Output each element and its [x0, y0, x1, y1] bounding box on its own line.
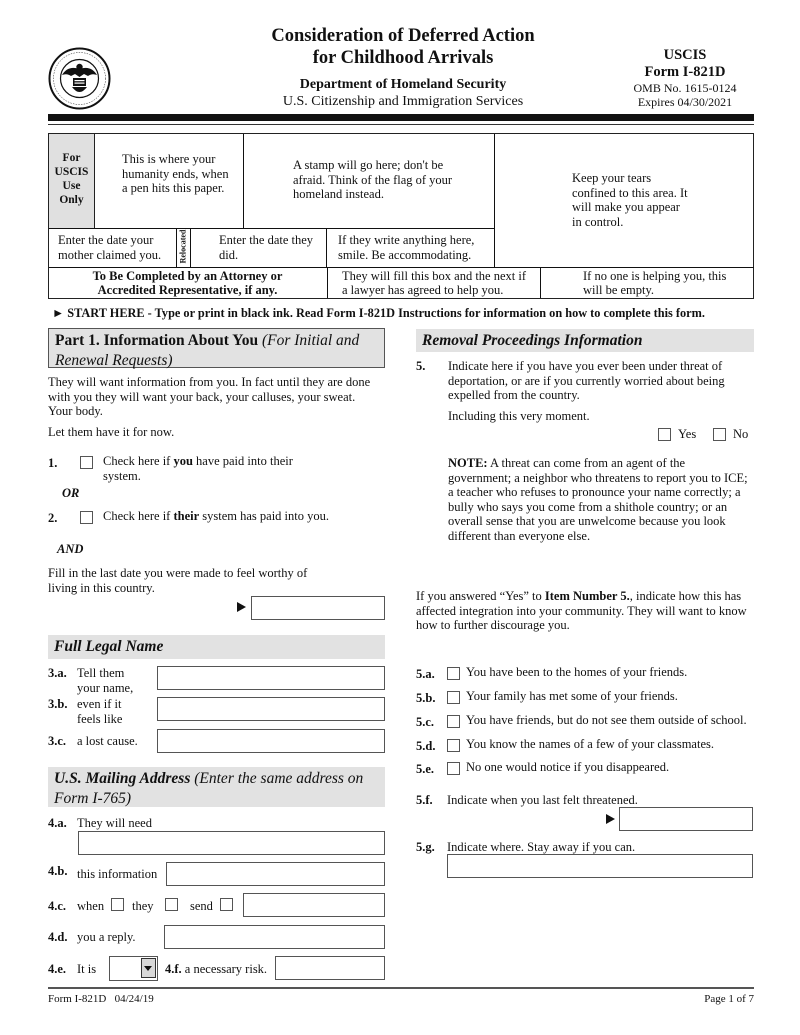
mailing-address-header — [48, 767, 385, 807]
text: have paid into their system. — [103, 454, 293, 483]
mailing-subtitle: (Enter the same address on Form I-765) — [54, 770, 364, 807]
item-2-checkbox[interactable] — [80, 511, 93, 524]
item-5c-number: 5.c. — [416, 715, 435, 729]
when-checkbox[interactable] — [111, 898, 124, 911]
item-5f-number: 5.f. — [416, 793, 433, 807]
item-5a-checkbox[interactable] — [447, 667, 460, 680]
item-5-number: 5. — [416, 359, 426, 373]
item-5d-number: 5.d. — [416, 739, 436, 753]
item-5g-label: Indicate where. Stay away if you can. — [447, 840, 636, 854]
item-4f-number: 4.f. — [165, 962, 182, 976]
title-line-1: Consideration of Deferred Action — [271, 26, 535, 46]
item-5-question: Indicate here if you have you ever been under threat of deportation, or are if you currently worried about being expelled from the country. — [448, 359, 725, 402]
no-checkbox[interactable] — [713, 428, 726, 441]
name-input-3c[interactable] — [157, 729, 385, 753]
form-id-block — [630, 47, 740, 109]
item-3c-label: a lost cause. — [77, 734, 138, 748]
stamp-cell: A stamp will go here; don't be afraid. Think of the flag of your homeland instead. — [293, 158, 453, 201]
text-bold: Item Number 5. — [544, 589, 630, 603]
worthy-date-input[interactable] — [251, 596, 385, 620]
they-did-cell: Enter the date they did. — [219, 233, 314, 262]
for-use-line: Use — [62, 180, 81, 192]
divider — [49, 228, 495, 229]
tears-cell: Keep your tears confined to this area. It will make you appear in control. — [572, 171, 688, 229]
for-use-line: For — [62, 152, 81, 164]
address-input-4d[interactable] — [164, 925, 385, 949]
text: Check here if — [103, 509, 174, 523]
divider — [540, 267, 541, 298]
item-4c-when-label: when — [77, 899, 105, 913]
item-4f-label — [165, 962, 267, 977]
item-3b-number: 3.b. — [48, 697, 68, 711]
item-4a-label: They will need — [77, 816, 152, 830]
item-2-number: 2. — [48, 511, 58, 525]
divider — [190, 228, 191, 267]
note-text: A threat can come from an agent of the government; a neighbor who threatens to report you to ICE; a teacher who refuses to pronounce your name correctly; a bully who says you come from a shithole country; or an overall sense that you are unwelcome because you look different than everyone else. — [448, 456, 748, 543]
form-edition: Form I-821D 04/24/19 — [48, 993, 154, 1005]
name-input-3a[interactable] — [157, 666, 385, 690]
part1-intro-2: Let them have it for now. — [48, 425, 175, 439]
name-input-3b[interactable] — [157, 697, 385, 721]
dhs-seal-icon — [48, 47, 111, 110]
mother-date-cell: Enter the date your mother claimed you. — [58, 233, 162, 262]
part1-subtitle: (For Initial and Renewal Requests) — [55, 332, 360, 369]
item-4b-label: this information — [77, 867, 158, 881]
item-5a-number: 5.a. — [416, 667, 435, 681]
item-3c-number: 3.c. — [48, 734, 67, 748]
full-legal-name-header: Full Legal Name — [48, 635, 385, 659]
item-5f-label: Indicate when you last felt threatened. — [447, 793, 638, 807]
part1-header — [48, 328, 385, 368]
address-input-4b[interactable] — [166, 862, 385, 886]
item-5e-number: 5.e. — [416, 762, 435, 776]
item-5d-checkbox[interactable] — [447, 739, 460, 752]
item-5-subtext: Including this very moment. — [448, 409, 590, 423]
header-thin-rule — [48, 124, 754, 125]
item-2-label — [103, 509, 383, 524]
item-4d-label: you a reply. — [77, 930, 136, 944]
item-3a-number: 3.a. — [48, 666, 67, 680]
empty-cell: If no one is helping you, this will be empty. — [583, 269, 727, 297]
part1-title: Part 1. Information About You — [55, 332, 259, 349]
expiration-date: Expires 04/30/2021 — [637, 95, 733, 109]
item-5c-label: You have friends, but do not see them outside of school. — [466, 713, 747, 727]
followup-instruction — [416, 589, 756, 633]
item-5b-number: 5.b. — [416, 691, 436, 705]
arrow-right-icon — [606, 814, 615, 824]
text: If you answered “Yes” to — [416, 589, 545, 603]
relocated-label: Relocated — [178, 229, 188, 264]
text: , indicate how this has affected integration into your community. They will want to know how to further discourage you. — [416, 589, 747, 632]
item-4c-they-label: they — [132, 899, 154, 913]
item-3b-label: even if it feels like — [77, 697, 123, 726]
note-label: NOTE: — [448, 456, 488, 470]
address-input-4a[interactable] — [78, 831, 385, 855]
item-5e-label: No one would notice if you disappeared. — [466, 760, 670, 774]
address-input-4c[interactable] — [243, 893, 385, 917]
footer-rule — [48, 987, 754, 989]
text: Check here if — [103, 454, 174, 468]
they-checkbox[interactable] — [165, 898, 178, 911]
removal-proceedings-header: Removal Proceedings Information — [416, 329, 754, 352]
item-4b-number: 4.b. — [48, 864, 68, 878]
or-label: OR — [62, 486, 80, 500]
state-select[interactable] — [109, 956, 158, 981]
for-use-line: USCIS — [54, 166, 89, 178]
attorney-label: To Be Completed by an Attorney or Accredited Representative, if any. — [92, 269, 283, 297]
page-number: Page 1 of 7 — [704, 993, 754, 1005]
text: system has paid into you. — [199, 509, 329, 523]
for-use-line: Only — [59, 194, 84, 206]
no-label: No — [733, 427, 749, 441]
part1-intro: They will want information from you. In fact until they are done with you they will want your back, your calluses, your sweat. Your body. — [48, 375, 371, 418]
arrow-right-icon — [237, 602, 246, 612]
divider — [326, 228, 327, 267]
threatened-date-input[interactable] — [619, 807, 753, 831]
item-1-number: 1. — [48, 456, 58, 470]
start-here-instruction: ► START HERE - Type or print in black ink. Read Form I-821D Instructions for information on how to complete this form. — [52, 306, 705, 320]
item-1-checkbox[interactable] — [80, 456, 93, 469]
item-5b-checkbox[interactable] — [447, 691, 460, 704]
send-checkbox[interactable] — [220, 898, 233, 911]
item-5b-label: Your family has met some of your friends. — [466, 689, 678, 703]
item-4c-send-label: send — [190, 899, 213, 913]
text-bold: their — [173, 509, 200, 523]
agency-name: U.S. Citizenship and Immigration Services — [282, 94, 524, 109]
item-3a-label: Tell them your name, — [77, 666, 134, 695]
humanity-cell: This is where your humanity ends, when a pen hits this paper. — [122, 152, 229, 195]
item-5c-checkbox[interactable] — [447, 715, 460, 728]
divider — [243, 134, 244, 228]
item-1-label — [103, 454, 323, 483]
item-4e-label: It is — [77, 962, 97, 976]
uscis-label: USCIS — [663, 47, 707, 63]
title-line-2: for Childhood Arrivals — [312, 48, 494, 68]
form-number: Form I-821D — [644, 64, 726, 80]
item-5e-checkbox[interactable] — [447, 762, 460, 775]
header-thick-rule — [48, 114, 754, 121]
item-5d-label: You know the names of a few of your classmates. — [466, 737, 714, 751]
lawyer-cell: They will fill this box and the next if a lawyer has agreed to help you. — [342, 269, 526, 297]
item-4d-number: 4.d. — [48, 930, 68, 944]
divider — [494, 134, 495, 268]
chevron-down-icon — [144, 966, 152, 971]
form-title — [200, 25, 606, 69]
worthy-date-prompt: Fill in the last date you were made to feel worthy of living in this country. — [48, 566, 308, 595]
divider — [49, 267, 754, 268]
yes-label: Yes — [678, 427, 697, 441]
threat-note — [448, 456, 748, 543]
threat-location-input[interactable] — [447, 854, 753, 878]
divider — [176, 228, 177, 267]
yes-checkbox[interactable] — [658, 428, 671, 441]
address-input-4f[interactable] — [275, 956, 385, 980]
item-5g-number: 5.g. — [416, 840, 435, 854]
item-4c-number: 4.c. — [48, 899, 67, 913]
omb-number: OMB No. 1615-0124 — [633, 81, 737, 95]
item-4e-number: 4.e. — [48, 962, 67, 976]
and-label: AND — [57, 542, 84, 556]
department-name: Department of Homeland Security — [299, 77, 507, 92]
divider — [327, 267, 328, 298]
mailing-title: U.S. Mailing Address — [54, 770, 191, 787]
item-5a-label: You have been to the homes of your friends. — [466, 665, 688, 679]
text: a necessary risk. — [184, 962, 268, 976]
item-4a-number: 4.a. — [48, 816, 67, 830]
for-uscis-use-only — [49, 134, 95, 228]
text-bold: you — [173, 454, 193, 468]
smile-cell: If they write anything here, smile. Be accommodating. — [338, 233, 475, 262]
dropdown-arrow-button[interactable] — [141, 958, 156, 978]
